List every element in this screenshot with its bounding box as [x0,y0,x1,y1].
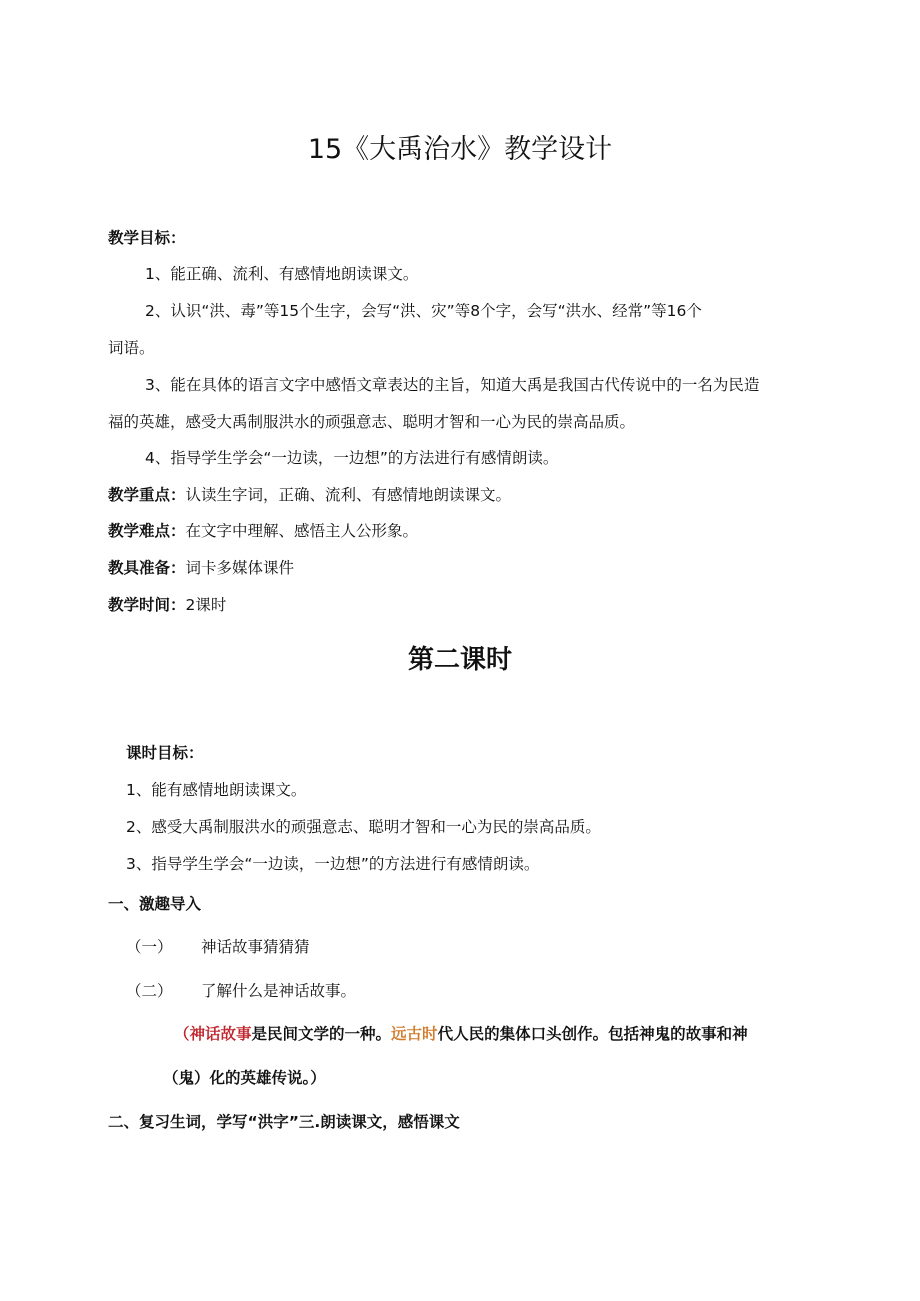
time-label: 教学时间： [108,596,186,614]
note-part1: 是民间文学的一种。 [251,1025,392,1043]
goal-item-2: 2、认识“洪、毒”等15个生字，会写“洪、灾”等8个字，会写“洪水、经常”等16个 [145,302,702,320]
materials-text: 词卡多媒体课件 [185,559,295,577]
note-open: （ [174,1025,190,1043]
section2-heading: 二、复习生词，学写“洪字”三.朗读课文，感悟课文 [108,1113,460,1131]
teaching-time [108,593,226,615]
sub1-text: 神话故事猜猜猜 [201,938,310,956]
sub2-text: 了解什么是神话故事。 [201,982,357,1000]
difficulty-label: 教学难点： [108,522,186,540]
goal-item-3-cont: 福的英雄，感受大禹制服洪水的顽强意志、聪明才智和一心为民的崇高品质。 [108,413,636,431]
key-points-text: 认读生字词，正确、流利、有感情地朗读课文。 [185,486,512,504]
materials [108,556,294,578]
section1-heading: 一、激趣导入 [108,895,202,913]
sub2-number: （二） [126,982,173,1000]
time-text: 2课时 [185,596,227,614]
lesson-title: 第二课时 [407,645,512,675]
lesson-goal-1: 1、能有感情地朗读课文。 [126,781,307,799]
definition-note-cont: （鬼）化的英雄传说。） [163,1069,326,1087]
lesson-goal-2: 2、感受大禹制服洪水的顽强意志、聪明才智和一心为民的崇高品质。 [126,818,601,836]
note-era: 远古时 [391,1025,438,1043]
difficulty-text: 在文字中理解、感悟主人公形象。 [185,522,419,540]
key-points [108,483,511,505]
note-part2: 代人民的集体口头创作。包括神鬼的故事和神 [437,1025,748,1043]
goals-heading: 教学目标： [108,229,186,247]
materials-label: 教具准备： [108,559,186,577]
goal-item-3: 3、能在具体的语言文字中感悟文章表达的主旨，知道大禹是我国古代传说中的一名为民造 [145,376,760,394]
note-term: 神话故事 [189,1025,252,1043]
goal-item-4: 4、指导学生学会“一边读，一边想”的方法进行有感情朗读。 [145,449,559,467]
sub1-number: （一） [126,938,173,956]
document-title: 15《大禹治水》教学设计 [307,134,613,165]
definition-note [174,1022,748,1044]
key-points-label: 教学重点： [108,486,186,504]
lesson-goals-heading: 课时目标： [126,744,204,762]
goal-item-2-cont: 词语。 [108,339,155,357]
goal-item-1: 1、能正确、流利、有感情地朗读课文。 [145,265,419,283]
lesson-goal-3: 3、指导学生学会“一边读，一边想”的方法进行有感情朗读。 [126,855,540,873]
difficulty [108,519,418,541]
